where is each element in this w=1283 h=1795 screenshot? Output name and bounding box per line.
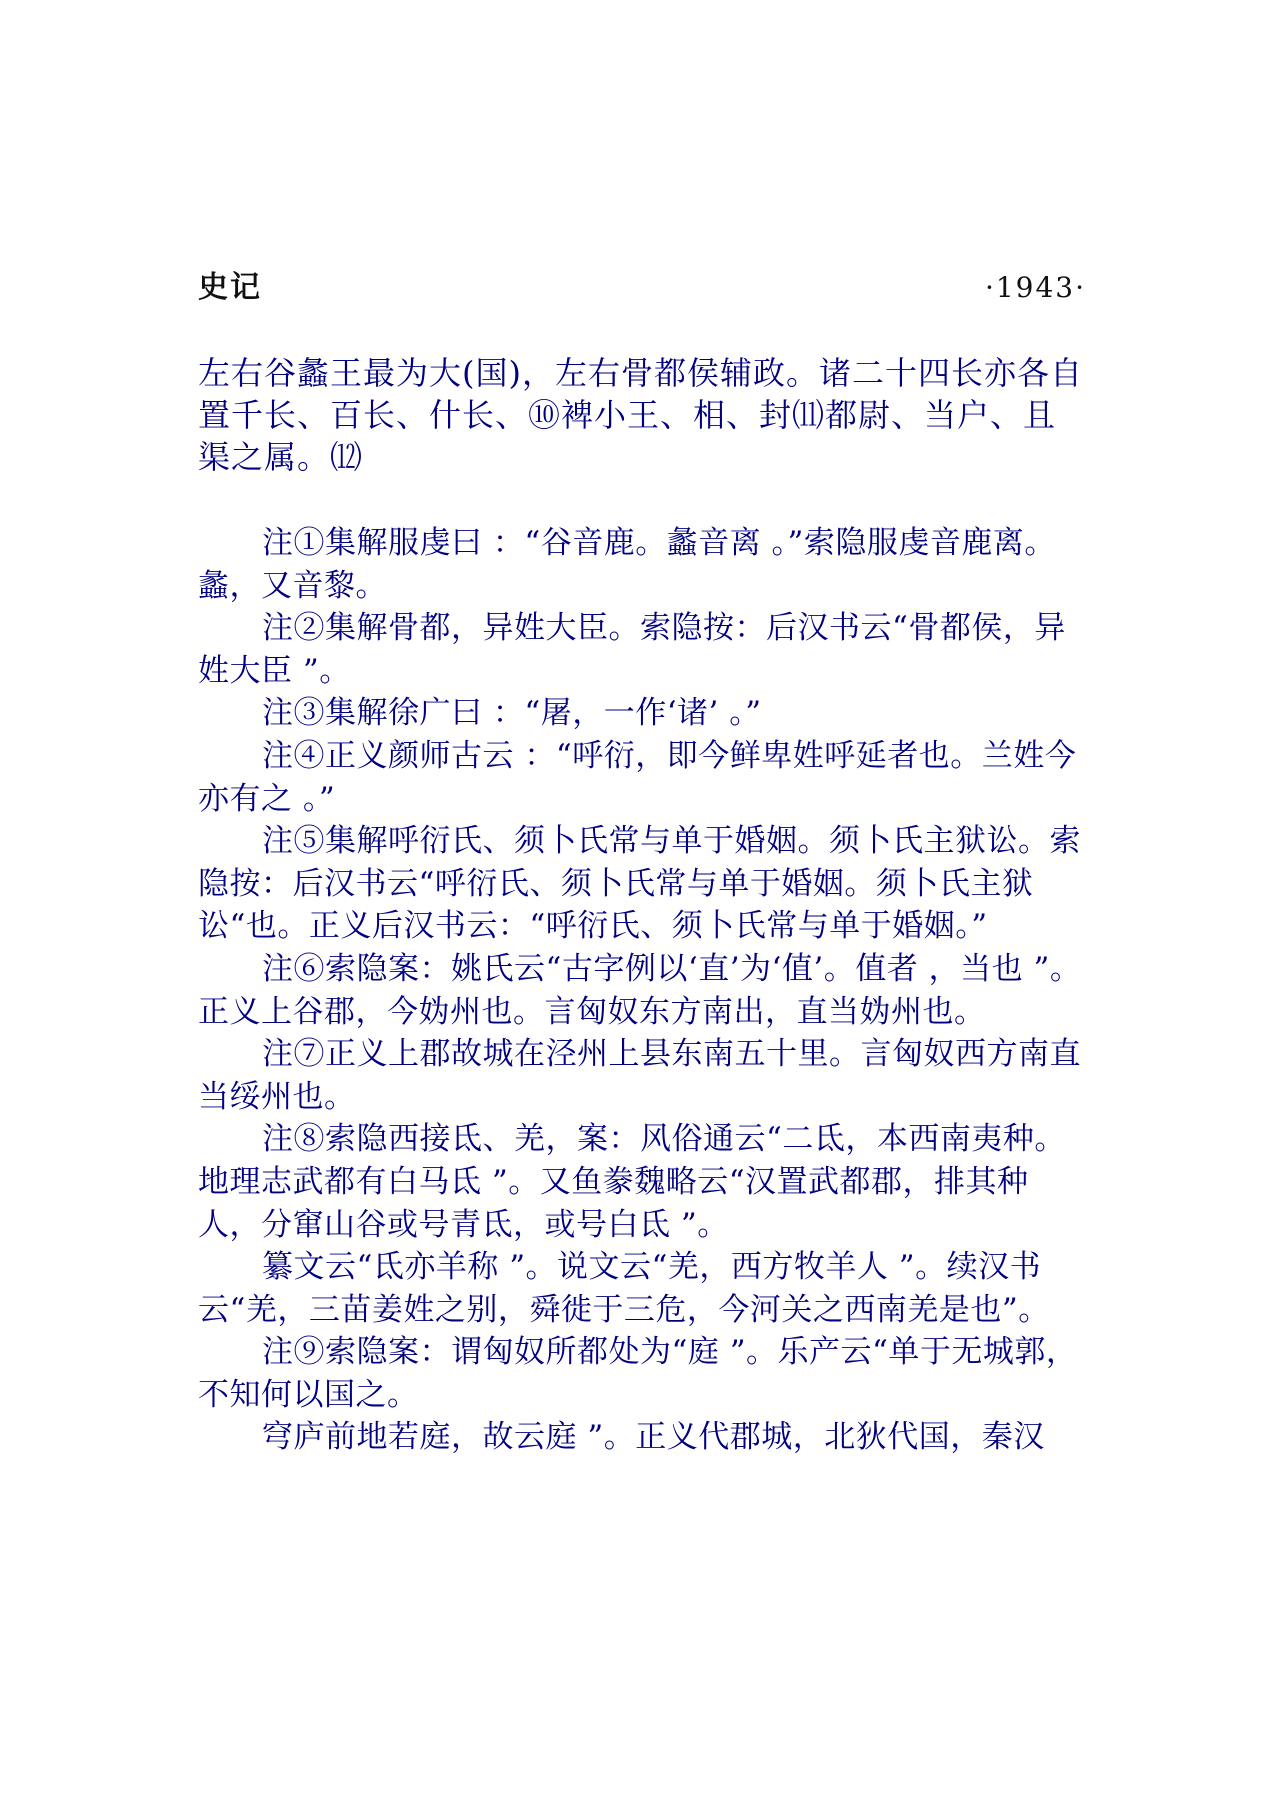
note-9-continued: 穹庐前地若庭，故云庭 ”。正义代郡城，北狄代国，秦汉 <box>262 1419 1045 1456</box>
note-2: 注②集解骨都，异姓大臣。索隐按：后汉书云“骨都侯，异姓大臣 ”。 <box>198 610 1066 689</box>
note-7: 注⑦正义上郡故城在泾州上县东南五十里。言匈奴西方南直当绥州也。 <box>198 1036 1081 1115</box>
note-8-continued: 纂文云“氐亦羊称 ”。说文云“羌，西方牧羊人 ”。续汉书云“羌，三苗姜姓之别，舜徙于三危，今河关之西南羌是也”。 <box>198 1249 1050 1328</box>
note-4: 注④正义颜师古云 ：“呼衍，即今鲜卑姓呼延者也。兰姓今亦有之 。” <box>198 737 1077 817</box>
main-paragraph: 左右谷蠡王最为大(国)，左右骨都侯辅政。诸二十四长亦各自置千长、百长、什长、⑩裨小王、相、封⑾都尉、当户、且渠之属。⑿ <box>198 354 1083 476</box>
note-5: 注⑤集解呼衍氏、须卜氏常与单于婚姻。须卜氏主狱讼。索隐按：后汉书云“呼衍氏、须卜氏常与单于婚姻。须卜氏主狱讼“也。正义后汉书云：“呼衍氏、须卜氏常与单于婚姻。” <box>198 823 1081 945</box>
note-9: 注⑨索隐案：谓匈奴所都处为“庭 ”。乐产云“单于无城郭，不知何以国之。 <box>198 1334 1078 1413</box>
page-number: ·1943· <box>984 271 1086 304</box>
note-1: 注①集解服虔曰 ：“谷音鹿。蠡音离 。”索隐服虔音鹿离。蠡，又音黎。 <box>198 525 1056 604</box>
main-text-block <box>198 352 1088 478</box>
running-head <box>198 268 1086 308</box>
annotations <box>198 522 1088 1459</box>
note-3: 注③集解徐广曰 ：“屠，一作‘诸’ 。” <box>262 695 762 732</box>
note-6: 注⑥索隐案：姚氏云“古字例以‘直’为‘值’。值者 ，当也 ”。正义上谷郡，今妫州也。言匈奴东方南出，直当妫州也。 <box>198 950 1082 1030</box>
note-8: 注⑧索隐西接氐、羌，案：风俗通云“二氐，本西南夷种。地理志武都有白马氐 ”。又鱼豢魏略云“汉置武都郡，排其种人，分窜山谷或号青氐，或号白氐 ”。 <box>198 1121 1066 1243</box>
book-title: 史记 <box>198 270 262 305</box>
